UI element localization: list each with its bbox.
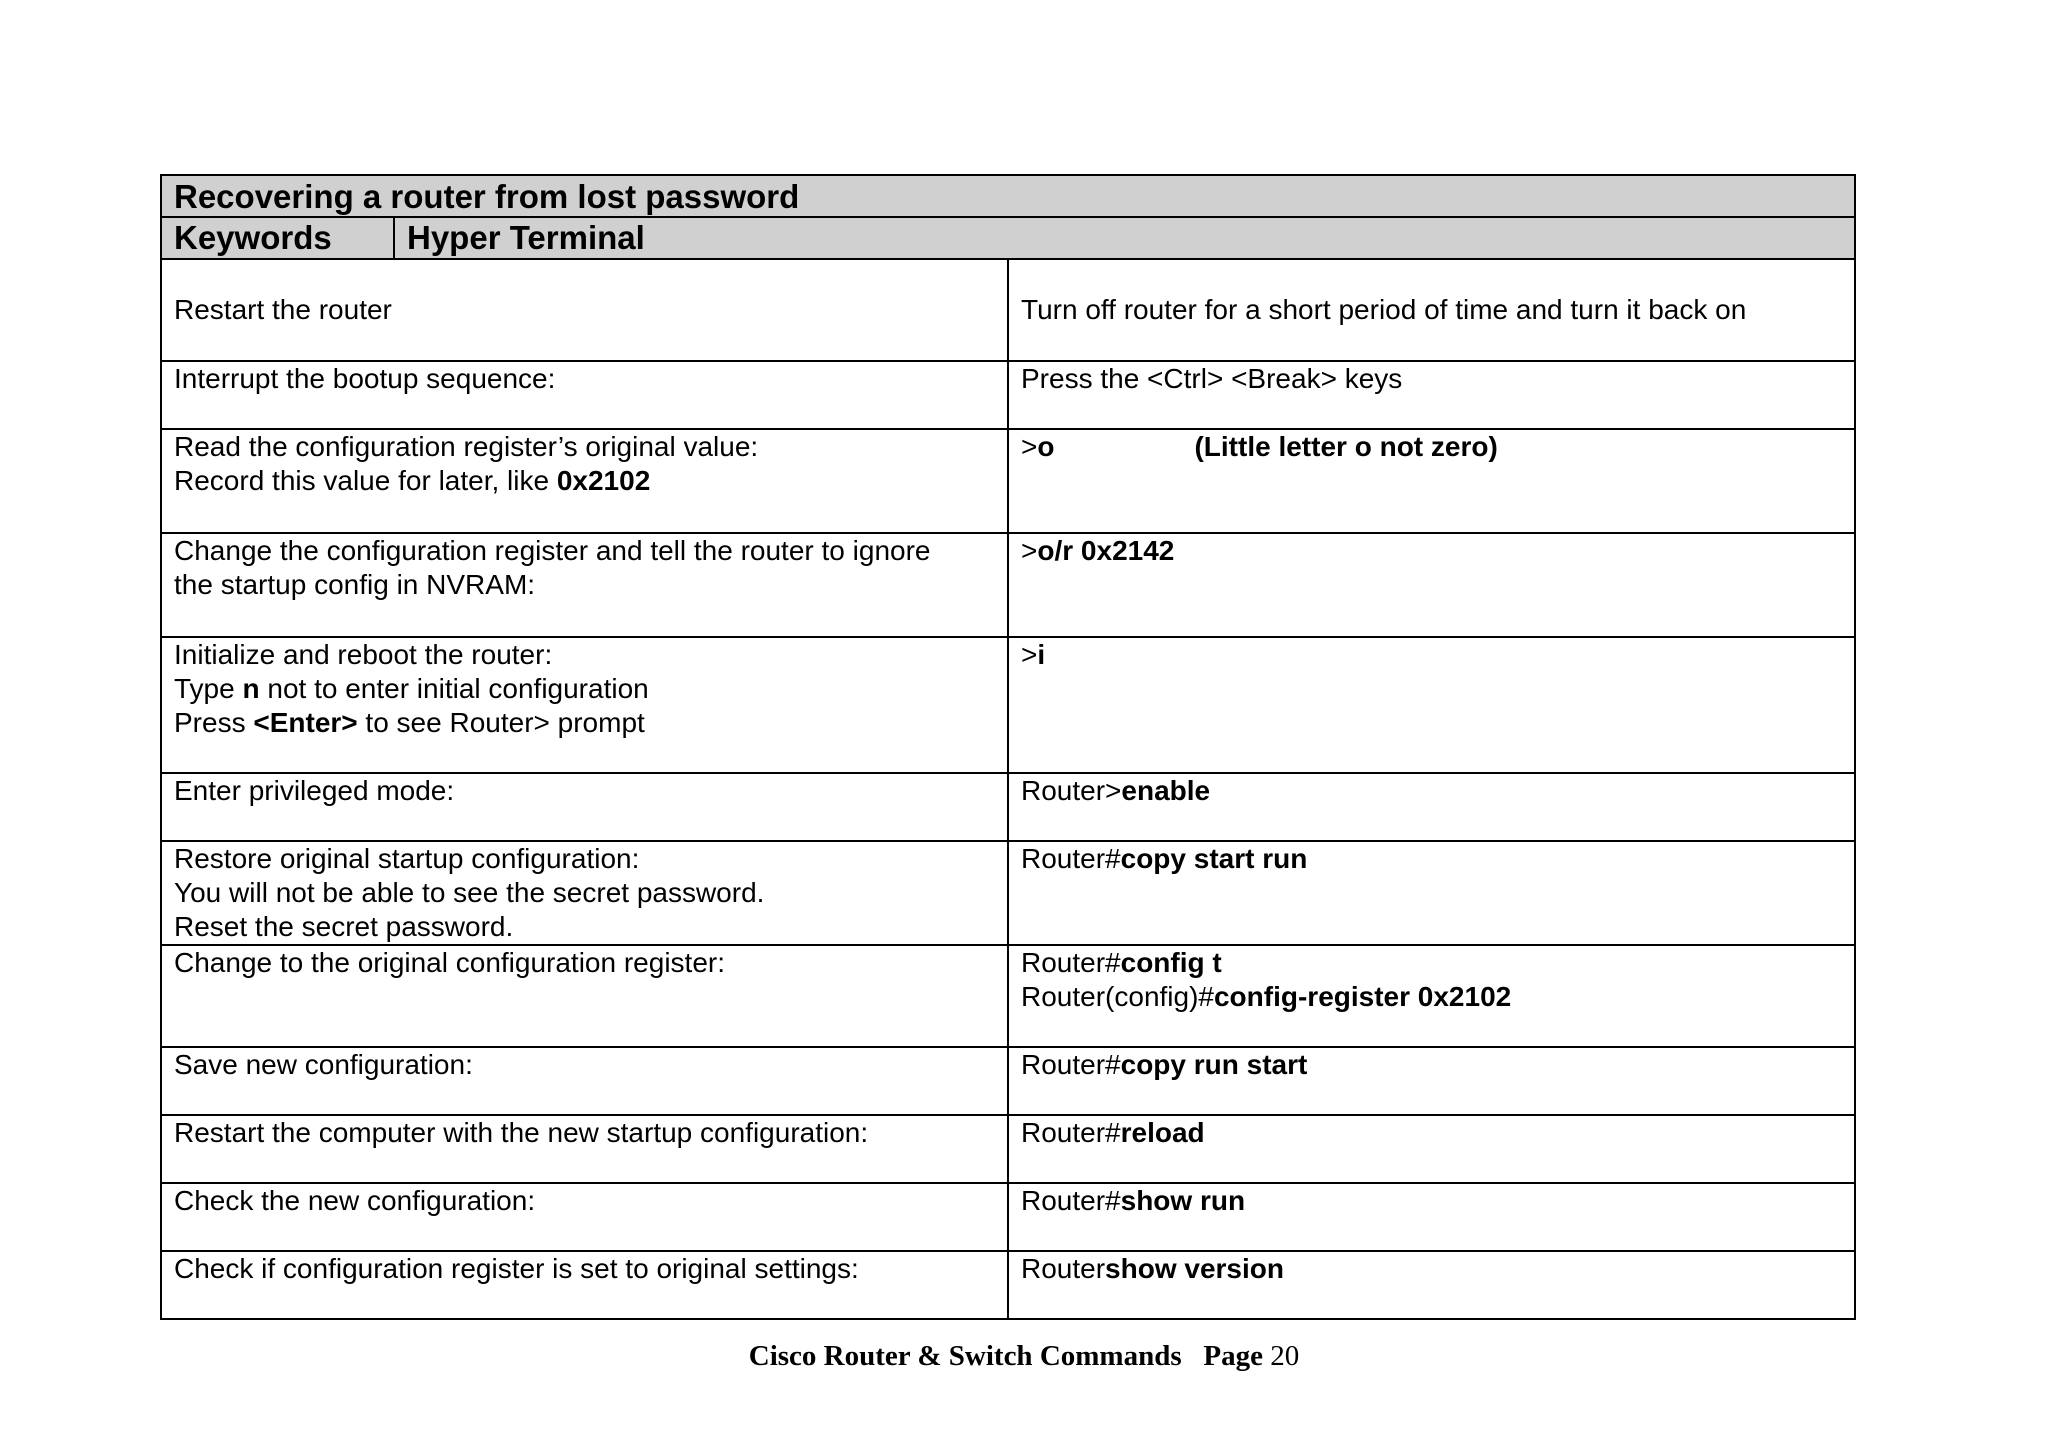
table-row [161,1047,1855,1115]
step-command: Router#copy run start [1008,1047,1855,1115]
step-description: Restart the router [161,259,1008,361]
step-description: Change the configuration register and tell the router to ignore the startup config in NVRAM: [161,533,1008,637]
step-command: Router#reload [1008,1115,1855,1183]
footer-page-label: Page [1203,1340,1263,1372]
step-command: Routershow version [1008,1251,1855,1319]
table-title: Recovering a router from lost password [161,175,1855,217]
table-row [161,361,1855,429]
step-command: Router#config t Router(config)#config-register 0x2102 [1008,945,1855,1047]
step-description: Check if configuration register is set to original settings: [161,1251,1008,1319]
keywords-header: Keywords [162,218,395,258]
step-description: Interrupt the bootup sequence: [161,361,1008,429]
table-row [161,533,1855,637]
page-footer [0,1340,2048,1373]
step-command: Router>enable [1008,773,1855,841]
step-command: >o (Little letter o not zero) [1008,429,1855,533]
command-note: (Little letter o not zero) [1194,431,1498,462]
step-command: Router#copy start run [1008,841,1855,945]
footer-title: Cisco Router & Switch Commands [748,1340,1182,1372]
step-command: Turn off router for a short period of time and turn it back on [1008,259,1855,361]
step-description: Restore original startup configuration: You will not be able to see the secret password. Reset the secret password. [161,841,1008,945]
table-row [161,1115,1855,1183]
command-table [160,174,1856,1320]
step-description: Read the configuration register’s original value: Record this value for later, like 0x2102 [161,429,1008,533]
step-description: Check the new configuration: [161,1183,1008,1251]
step-description: Initialize and reboot the router: Type n not to enter initial configuration Press <Enter> to see Router> prompt [161,637,1008,773]
header-row [161,217,1855,259]
table-row [161,841,1855,945]
table-row [161,1183,1855,1251]
step-description: Save new configuration: [161,1047,1008,1115]
table-row [161,429,1855,533]
table-row [161,637,1855,773]
hyper-terminal-header: Hyper Terminal [407,219,645,256]
table-row [161,259,1855,361]
table-row [161,1251,1855,1319]
step-command: >i [1008,637,1855,773]
footer-page-number: 20 [1270,1340,1300,1372]
step-description: Change to the original configuration register: [161,945,1008,1047]
step-command: Router#show run [1008,1183,1855,1251]
step-description: Enter privileged mode: [161,773,1008,841]
step-command: >o/r 0x2142 [1008,533,1855,637]
table-title-row [161,175,1855,217]
table-row [161,773,1855,841]
step-description: Restart the computer with the new startup configuration: [161,1115,1008,1183]
table-row [161,945,1855,1047]
step-command: Press the <Ctrl> <Break> keys [1008,361,1855,429]
